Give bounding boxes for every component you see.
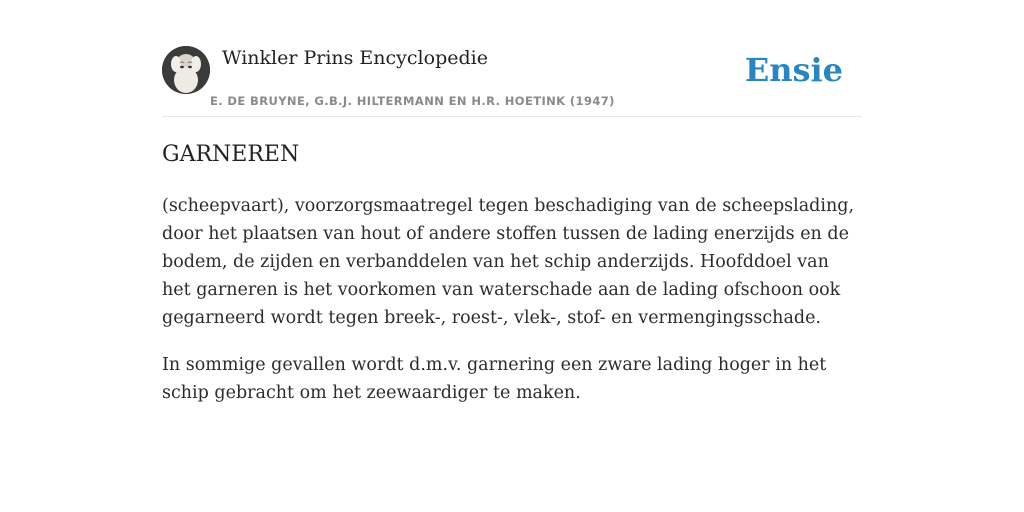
entry-body	[162, 192, 862, 426]
source-header	[162, 46, 862, 117]
entry-title: GARNEREN	[162, 142, 300, 167]
entry-paragraph: In sommige gevallen wordt d.m.v. garnering een zware lading hoger in het schip gebracht om het zeewaardiger te maken.	[162, 355, 827, 403]
author-portrait-icon[interactable]	[162, 46, 210, 94]
entry-paragraph: (scheepvaart), voorzorgsmaatregel tegen beschadiging van de scheepslading, door het plaatsen van hout of andere stoffen tussen de lading enerzijds en de bodem, de zijden en verbanddelen van het schip anderzijds. Hoofddoel van het garneren is het voorkomen van waterschade aan de lading ofschoon ook gegarneerd wordt tegen breek-, roest-, vlek-, stof- en vermengingsschade.	[162, 196, 855, 328]
source-title[interactable]: Winkler Prins Encyclopedie	[222, 47, 488, 69]
source-authors: E. DE BRUYNE, G.B.J. HILTERMANN EN H.R. HOETINK (1947)	[210, 94, 615, 108]
ensie-logo[interactable]: Ensie	[744, 51, 843, 89]
